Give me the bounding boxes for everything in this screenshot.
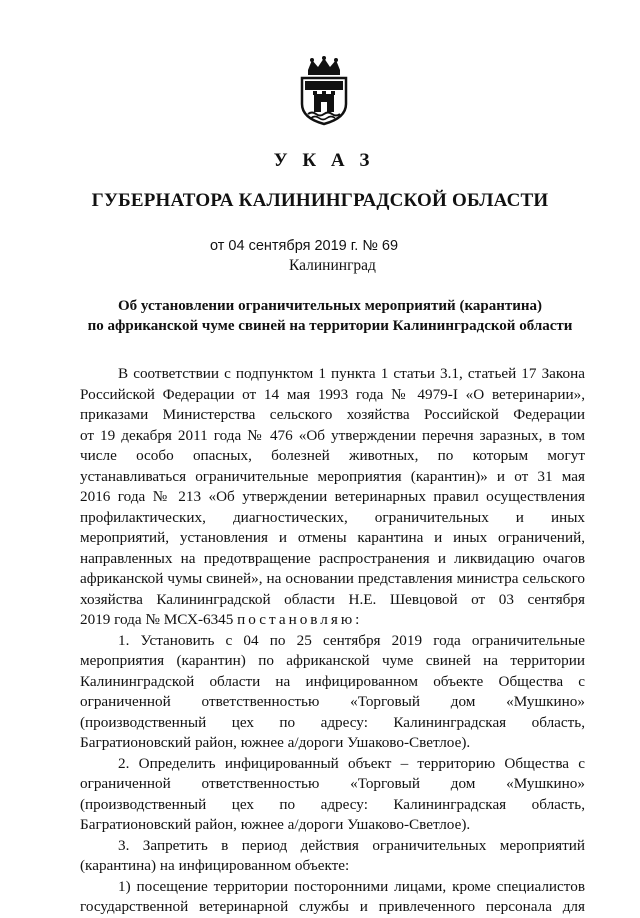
body-line: ограниченной ответственностью «Торговый дом «Мушкино» bbox=[80, 775, 585, 792]
decree-subject-line-1: Об установлении ограничительных мероприятий (карантина) bbox=[117, 298, 542, 314]
body-line: числе особо опасных, болезней животных, по которым могут bbox=[80, 447, 585, 464]
body-line: (производственный цех по адресу: Калининградская область, bbox=[80, 713, 585, 731]
body-line: направленных на предотвращение распространения и ликвидацию очагов bbox=[80, 549, 585, 567]
body-line: от 19 декабря 2011 года № 476 «Об утверждении перечня заразных, в том bbox=[80, 426, 585, 444]
body-line: государственной ветеринарной службы и привлеченного персонала для bbox=[80, 898, 585, 915]
body-line: мероприятия (карантин) по африканской чуме свиней на территории bbox=[80, 652, 585, 669]
body-line: Российской Федерации от 14 мая 1993 года № 4979-I «О ветеринарии», bbox=[80, 385, 585, 403]
body-line: хозяйства Калининградской области Н.Е. Шевцовой от 03 сентября bbox=[80, 590, 585, 608]
body-line: устанавливаться ограничительные мероприятия (карантин)» и от 31 мая bbox=[80, 467, 585, 485]
body-line: Калининградской области на инфицированном объекте Общества с bbox=[80, 672, 585, 690]
decree-word: постановляю: bbox=[237, 611, 363, 628]
body-line-text: 2019 года № МСХ-6345 bbox=[80, 611, 234, 628]
body-line: 2016 года № 213 «Об утверждении ветеринарных правил осуществления bbox=[80, 488, 585, 505]
body-line: (карантина) на инфицированном объекте: bbox=[80, 857, 350, 874]
body-line: 2. Определить инфицированный объект – территорию Общества с bbox=[118, 754, 585, 772]
body-line: Багратионовский район, южнее а/дороги Ушаково-Светлое). bbox=[80, 734, 471, 751]
decree-date-number: от 04 сентября 2019 г. № 69 bbox=[210, 238, 399, 254]
decree-city: Калининград bbox=[289, 257, 376, 274]
document-type-title: У К А З bbox=[273, 150, 375, 171]
body-line: 3. Запретить в период действия ограничительных мероприятий bbox=[118, 836, 585, 854]
coat-of-arms-emblem bbox=[298, 56, 350, 126]
body-line-decree bbox=[80, 610, 585, 631]
decree-subject-line-2: по африканской чуме свиней на территории Калининградской области bbox=[87, 318, 573, 334]
issuer-title: ГУБЕРНАТОРА КАЛИНИНГРАДСКОЙ ОБЛАСТИ bbox=[91, 190, 549, 211]
body-line: 1. Установить с 04 по 25 сентября 2019 года ограничительные bbox=[118, 631, 585, 649]
body-line: ограниченной ответственностью «Торговый дом «Мушкино» bbox=[80, 693, 585, 710]
body-line: (производственный цех по адресу: Калининградская область, bbox=[80, 795, 585, 813]
decree-body bbox=[80, 364, 585, 918]
body-line: Багратионовский район, южнее а/дороги Ушаково-Светлое). bbox=[80, 816, 471, 833]
body-line: 1) посещение территории посторонними лицами, кроме специалистов bbox=[118, 877, 585, 895]
body-line: африканской чумы свиней», на основании представления министра сельского bbox=[80, 570, 585, 587]
body-line: профилактических, диагностических, ограничительных и иных bbox=[80, 508, 585, 526]
body-line: мероприятий, установления и отмены карантина и иных ограничений, bbox=[80, 529, 585, 546]
body-line: приказами Министерства сельского хозяйства Российской Федерации bbox=[80, 406, 585, 423]
body-line: В соответствии с подпунктом 1 пункта 1 статьи 3.1, статьей 17 Закона bbox=[118, 365, 585, 382]
